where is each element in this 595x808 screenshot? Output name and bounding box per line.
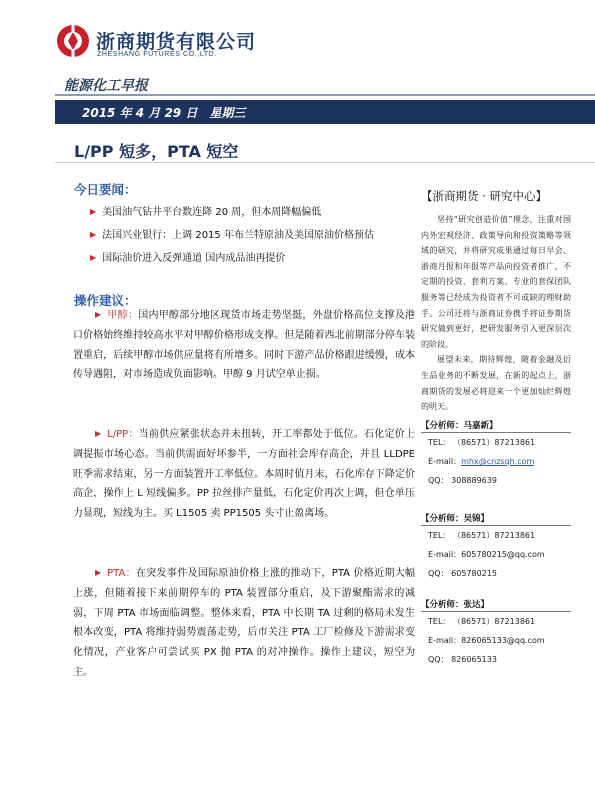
analyst-name: 【分析师：马嘉新】 (421, 421, 498, 431)
date-value: 2015 年 4 月 29 日 (82, 106, 198, 120)
analyst-divider (421, 432, 571, 433)
news-item: ▶ 法国兴业银行：上调 2015 年布兰特原油及美国原油价格预估 (90, 230, 374, 241)
analyst-qq: QQ： 826065133 (428, 655, 497, 664)
bullet-arrow-icon: ▶ (90, 230, 97, 239)
analyst-email: E-mail：mhx@cnzsqh.com (428, 457, 535, 466)
news-item: ▶ 美国油气钻井平台数连降 20 周，但本周降幅偏低 (90, 207, 322, 218)
description-paragraph: 展望未来，期待辉煌，随着金融及衍生品业务的不断发展，在新的起点上，浙商期货的发展必将迎来一个更加灿烂辉煌的明天。 (421, 355, 571, 412)
news-section-title: 今日要闻： (74, 182, 137, 197)
advice-paragraph-pta: ▶ PTA：在突发事件及国际原油价格上涨的推动下，PTA 价格近期大幅上涨，但随着接下来前期停车的 PTA 装置部分重启，及下游聚酯需求的减弱，下周 PTA 市场面临调整。整体来看，PTA 中长期 TA 过剩的格局未发生根本改变，PTA 将维持弱势震荡走势，后市关注 PTA 工厂检修及下游需求变化情况，产业客户可尝试买 PX 抛 PTA 的对冲操作。操作上建议，短空为主。 (73, 564, 415, 683)
analyst-name: 【分析师：张达】 (421, 600, 490, 610)
news-item: ▶ 国际油价进入反弹通道 国内成品油再提价 (90, 253, 286, 264)
advice-paragraph-methanol: ▶ 甲醇：国内甲醇部分地区现货市场走势坚挺，外盘价格高位支撑及港口价格始终维持较高水平对甲醇价格形成支撑。但是随着西北前期部分停车装置重启，后续甲醇市场供应量将有所增多。同时下游产品价格跟进缓慢，成本传导遇阻，对市场造成负面影响。甲醇 9 月试空单止损。 (73, 306, 415, 385)
analyst-tel: TEL： （86571）87213861 (428, 531, 536, 540)
report-name: 能源化工早报 (64, 78, 148, 94)
analyst-qq: QQ： 605780215 (428, 569, 497, 578)
advice-paragraph-lpp: ▶ L/PP：当前供应紧张状态并未扭转，开工率都处于低位。石化定价上调提振市场心态。当前供需面好坏参半，一方面社会库存高企，并且 LLDPE 旺季需求结束，另一方面装置开工率低位。本周时值月末，石化库存下降定价高企，操作上 L 短线偏多。PP 拉丝排产量低，石化定价再次上调，但仓单压力显现，短线为主。买 L1505 卖 PP1505 头寸止盈离场。 (73, 425, 415, 524)
analyst-email: E-mail：826065133@qq.com (428, 636, 545, 645)
headline-divider (55, 162, 595, 163)
company-logo-icon (56, 24, 90, 58)
analyst-divider (421, 611, 571, 612)
research-center-description (421, 212, 571, 415)
header-divider (55, 94, 595, 96)
analyst-tel: TEL： （86571）87213861 (428, 438, 536, 447)
bullet-arrow-icon: ▶ (95, 429, 102, 438)
analyst-qq: QQ： 308889639 (428, 476, 497, 485)
bullet-arrow-icon: ▶ (95, 568, 102, 577)
brand-name-cn: 浙商期货有限公司 (96, 31, 257, 53)
advice-section-title: 操作建议： (74, 293, 137, 308)
page-headline: L/PP 短多，PTA 短空 (74, 142, 239, 161)
analyst-tel: TEL： （86571）87213861 (428, 617, 536, 626)
email-link[interactable]: mhx@cnzsqh.com (461, 457, 535, 466)
email-text: 826065133@qq.com (461, 636, 545, 645)
report-date (82, 104, 257, 121)
weekday-value: 星期三 (209, 106, 246, 120)
analyst-email: E-mail：605780215@qq.com (428, 550, 545, 559)
email-text: 605780215@qq.com (461, 550, 545, 559)
description-paragraph: 坚持“研究创造价值”理念，注重对国内外宏观经济、政策导向和投资策略等领域的研究，并将研究成果通过每日早会、浙商月报和年报等产品向投资者推广，不定期的投资、套利方案、专业的套保团队服务等已经成为投资者不可或缺的理财助手。公司还将与浙商证券携手将证券期货研究做到更好，把研发服务引入更深层次的阶段。 (421, 215, 571, 349)
bullet-arrow-icon: ▶ (90, 207, 97, 216)
bullet-arrow-icon: ▶ (95, 310, 102, 319)
analyst-divider (421, 525, 571, 526)
analyst-name: 【分析师：吴锦】 (421, 514, 490, 524)
bullet-arrow-icon: ▶ (90, 253, 97, 262)
research-center-title: 【浙商期货 · 研究中心】 (421, 189, 547, 203)
brand-name-en: ZHESHANG FUTURES CO.,LTD. (97, 51, 217, 58)
